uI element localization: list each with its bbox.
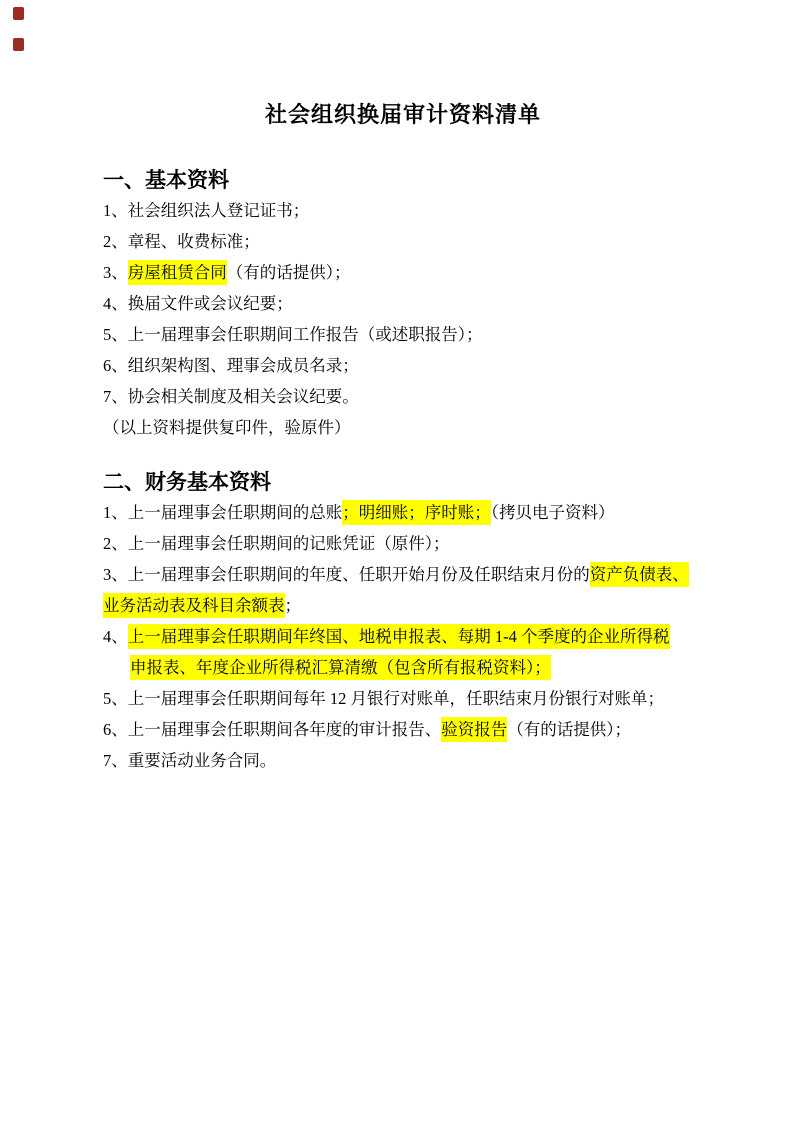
list-item-text: 2、上一届理事会任职期间的记账凭证（原件）；	[103, 534, 450, 553]
section-heading: 一、基本资料	[103, 168, 229, 192]
list-item-text: （有的话提供）；	[507, 720, 631, 739]
highlighted-text: 房屋租赁合同	[128, 260, 227, 285]
page-title: 社会组织换届审计资料清单	[264, 102, 541, 127]
list-item-continuation	[103, 590, 703, 621]
list-item	[103, 745, 703, 776]
list-item-text: 5、上一届理事会任职期间每年 12 月银行对账单，任职结束月份银行对账单；	[103, 689, 664, 708]
section-basic-materials	[103, 165, 703, 443]
highlighted-text: ；明细账；序时账；	[342, 500, 491, 525]
list-item-text: （有的话提供）；	[226, 263, 351, 282]
list-item	[103, 226, 703, 257]
list-item-text: 3、	[103, 263, 128, 282]
list-item-text: 1、上一届理事会任职期间的总账	[103, 503, 343, 522]
highlighted-text: 业务活动表及科目余额表	[103, 593, 285, 618]
section-note: （以上资料提供复印件，验原件）	[103, 418, 351, 437]
list-item	[103, 559, 703, 590]
list-item	[103, 381, 703, 412]
list-item-text: 6、上一届理事会任职期间各年度的审计报告、	[103, 720, 442, 739]
section-heading: 二、财务基本资料	[103, 470, 271, 494]
highlighted-text: 上一届理事会任职期间年终国、地税申报表、每期 1-4 个季度的企业所得税	[128, 624, 670, 649]
list-item-text: 7、重要活动业务合同。	[103, 751, 277, 770]
list-item-text: 5、上一届理事会任职期间工作报告（或述职报告）；	[103, 325, 483, 344]
list-item	[103, 528, 703, 559]
list-item-text: 1、社会组织法人登记证书；	[103, 201, 310, 220]
list-item	[103, 497, 703, 528]
highlighted-text: 验资报告	[441, 717, 507, 742]
list-item	[103, 195, 703, 226]
list-item-text: 6、组织架构图、理事会成员名录；	[103, 356, 359, 375]
list-item	[103, 257, 703, 288]
list-item-continuation	[103, 652, 703, 683]
list-item-text: 4、换届文件或会议纪要；	[103, 294, 293, 313]
list-item	[103, 288, 703, 319]
list-item	[103, 683, 703, 714]
list-item-text: （拷贝电子资料）	[490, 503, 615, 522]
list-item	[103, 621, 703, 652]
list-item-text: 7、协会相关制度及相关会议纪要。	[103, 387, 359, 406]
list-item	[103, 714, 703, 745]
broken-image-mark-icon	[13, 7, 24, 20]
highlighted-text: 资产负债表、	[590, 562, 689, 587]
highlighted-text: 申报表、年度企业所得税汇算清缴（包含所有报税资料）；	[130, 655, 551, 680]
list-item-text: ；	[284, 596, 301, 615]
list-item	[103, 319, 703, 350]
section-financial-materials	[103, 467, 703, 776]
list-item-text: 4、	[103, 627, 128, 646]
list-item-text: 3、上一届理事会任职期间的年度、任职开始月份及任职结束月份的	[103, 565, 590, 584]
broken-image-mark-icon	[13, 38, 24, 51]
list-item	[103, 350, 703, 381]
list-item-text: 2、章程、收费标准；	[103, 232, 260, 251]
